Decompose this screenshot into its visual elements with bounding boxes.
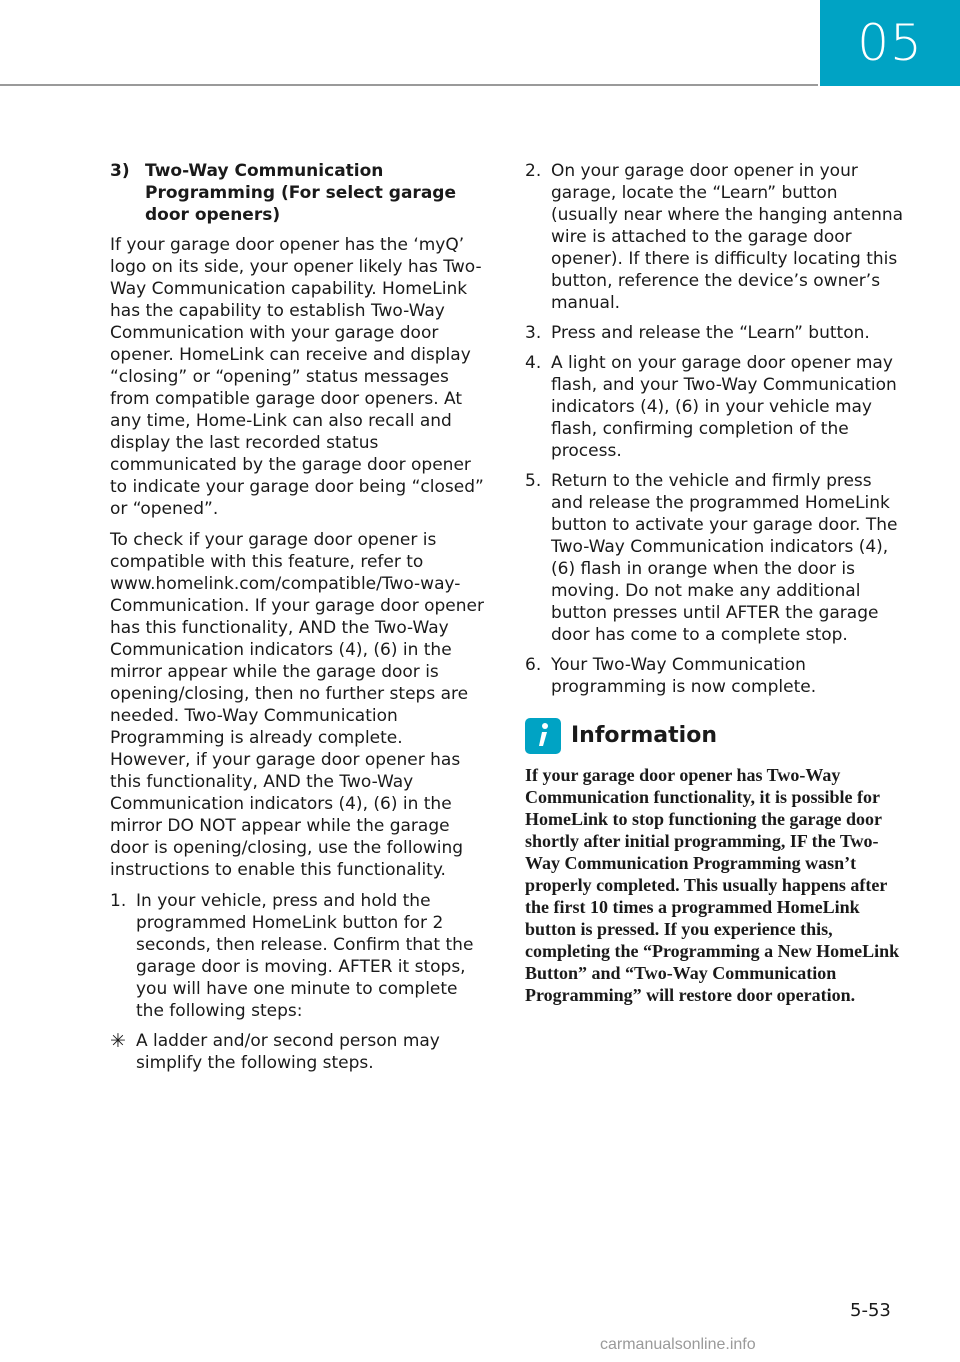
step-item (525, 654, 905, 698)
step-text: In your vehicle, press and hold the programmed HomeLink button for 2 seconds, then release. Confirm that the garage door is moving. AFTER it stops, you will have one minute to complete the following steps: (136, 891, 474, 1021)
right-column (525, 160, 905, 1006)
section-number: 3) (110, 161, 130, 181)
step-item (525, 322, 905, 344)
section-heading (110, 160, 488, 226)
step-text: Return to the vehicle and firmly press and release the programmed HomeLink button to activate your garage door. The Two-Way Communication indicators (4), (6) flash in orange when the door is moving. Do not make any additional button presses until AFTER the garage door has come to a complete stop. (551, 471, 898, 645)
step-number: 4. (525, 353, 542, 373)
step-number: 2. (525, 161, 542, 181)
step-text: Your Two-Way Communication programming is now complete. (551, 655, 817, 697)
note-item (110, 1030, 488, 1074)
chapter-tab: 05 (820, 0, 960, 86)
left-column (110, 160, 488, 1082)
step-text: On your garage door opener in your garage, locate the “Learn” button (usually near where the hanging antenna wire is attached to the garage door opener). If there is difficulty locating this button, reference the device’s owner’s manual. (551, 161, 904, 313)
step-text: Press and release the “Learn” button. (551, 323, 870, 343)
information-title: Information (571, 723, 717, 748)
watermark: carmanualsonline.info (600, 1336, 756, 1353)
step-number: 6. (525, 655, 542, 675)
header-rule (0, 84, 818, 86)
step-number: 5. (525, 471, 542, 491)
step-item (525, 470, 905, 646)
step-text: A light on your garage door opener may flash, and your Two-Way Communication indicators (4), (6) in your vehicle may flash, confirming completion of the process. (551, 353, 897, 461)
compatibility-paragraph: To check if your garage door opener is compatible with this feature, refer to www.homelink.com/compatible/Two-way-Communication. If your garage door opener has this functionality, AND the Two-Way Communication indicators (4), (6) in the mirror appear while the garage door is opening/closing, then no further steps are needed. Two-Way Communication Programming is already complete. However, if your garage door opener has this functionality, AND the Two-Way Communication indicators (4), (6) in the mirror DO NOT appear while the garage door is opening/closing, use the following instructions to enable this functionality. (110, 530, 484, 880)
information-text: If your garage door opener has Two-Way Communication functionality, it is possible for HomeLink to stop functioning the garage door shortly after initial programming, IF the Two-Way Communication Programming wasn’t properly completed. This usually happens after the first 10 times a programmed HomeLink button is pressed. If you experience this, completing the “Programming a New HomeLink Button” and “Two-Way Communication Programming” will restore door operation. (525, 765, 900, 1005)
information-header (525, 718, 905, 754)
note-text: A ladder and/or second person may simplify the following steps. (136, 1031, 440, 1073)
asterisk-icon: ✳ (110, 1030, 126, 1052)
intro-paragraph: If your garage door opener has the ‘myQ’ logo on its side, your opener likely has Two-Way Communication capability. HomeLink has the capability to establish Two-Way Communication with your garage door opener. HomeLink can receive and display “closing” or “opening” status messages from compatible garage door openers. At any time, Home-Link can also recall and display the last recorded status communicated by the garage door opener to indicate your garage door being “closed” or “opened”. (110, 235, 484, 519)
page-number: 5-53 (850, 1300, 891, 1321)
section-title: Two-Way Communication Programming (For select garage door openers) (145, 161, 456, 225)
step-number: 1. (110, 891, 127, 911)
step-number: 3. (525, 323, 542, 343)
info-icon (525, 718, 561, 754)
step-item (525, 160, 905, 314)
step-item (110, 890, 488, 1022)
step-item (525, 352, 905, 462)
